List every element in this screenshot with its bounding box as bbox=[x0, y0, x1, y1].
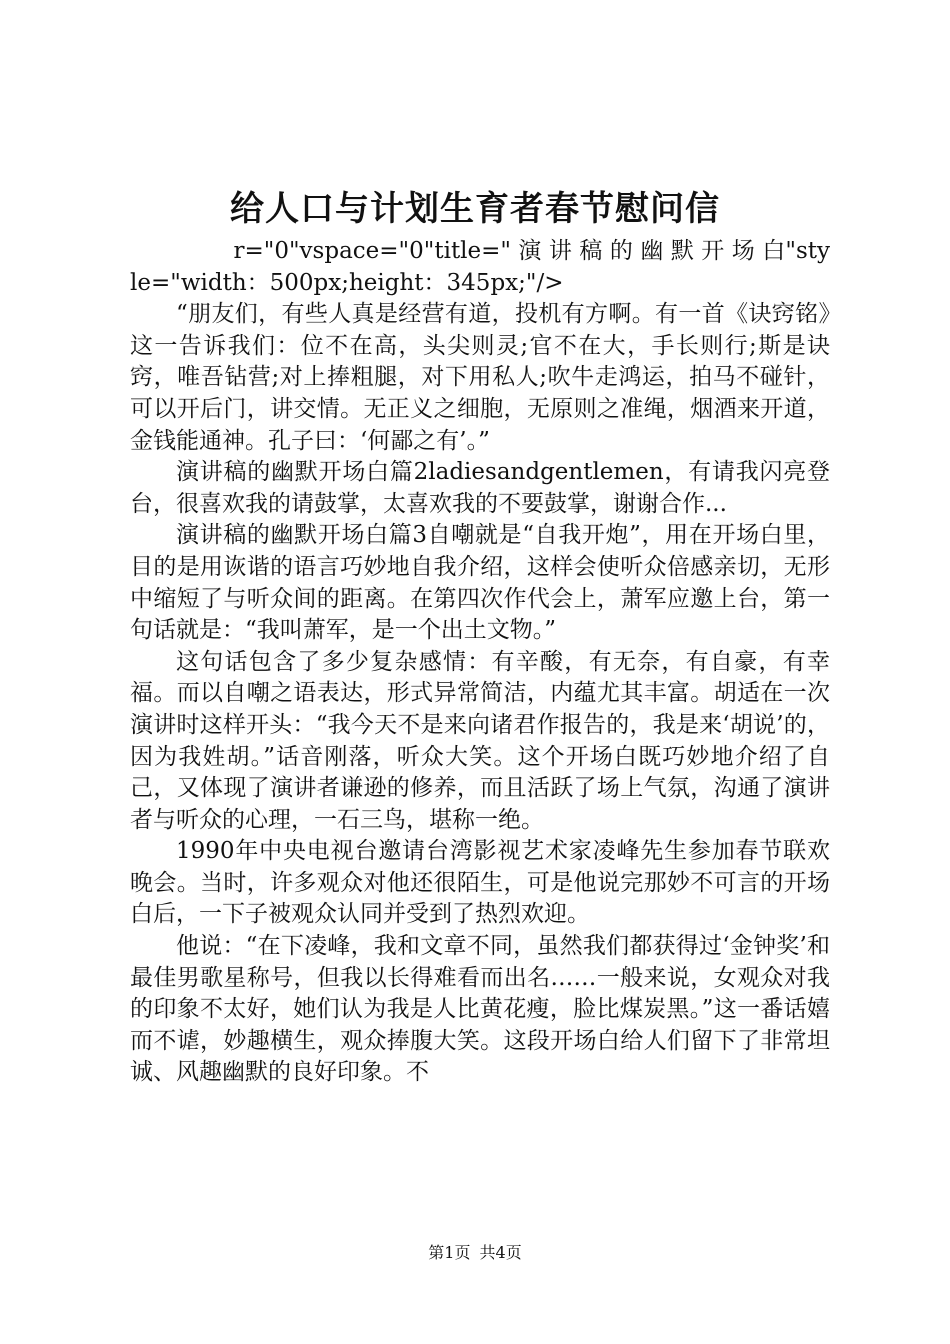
document-title: 给人口与计划生育者春节慰问信 bbox=[230, 189, 720, 229]
document-body bbox=[130, 236, 830, 1089]
paragraph-2: “朋友们，有些人真是经营有道，投机有方啊。有一首《诀窍铭》这一告诉我们：位不在高，头尖则灵;官不在大，手长则行;斯是诀窍，唯吾钻营;对上捧粗腿，对下用私人;吹牛走鸿运，拍马不碰针，可以开后门，讲交情。无正义之细胞，无原则之准绳，烟酒来开道，金钱能通神。孔子曰：‘何鄙之有’。” bbox=[130, 301, 830, 454]
paragraph-6: 1990年中央电视台邀请台湾影视艺术家凌峰先生参加春节联欢晚会。当时，许多观众对他还很陌生，可是他说完那妙不可言的开场白后，一下子被观众认同并受到了热烈欢迎。 bbox=[130, 838, 830, 928]
paragraph-4: 演讲稿的幽默开场白篇3自嘲就是“自我开炮”，用在开场白里，目的是用诙谐的语言巧妙地自我介绍，这样会使听众倍感亲切，无形中缩短了与听众间的距离。在第四次作代会上，萧军应邀上台，第一句话就是：“我叫萧军，是一个出土文物。” bbox=[130, 522, 830, 644]
paragraph-1: r="0"vspace="0"title=" 演 讲 稿 的 幽 默 开 场 白"style="width：500px;height：345px;"/> bbox=[130, 238, 830, 296]
paragraph-5: 这句话包含了多少复杂感情：有辛酸，有无奈，有自豪，有幸福。而以自嘲之语表达，形式异常简洁，内蕴尤其丰富。胡适在一次演讲时这样开头：“我今天不是来向诸君作报告的，我是来‘胡说’的，因为我姓胡。”话音刚落，听众大笑。这个开场白既巧妙地介绍了自己，又体现了演讲者谦逊的修养，而且活跃了场上气氛，沟通了演讲者与听众的心理，一石三鸟，堪称一绝。 bbox=[130, 648, 830, 833]
paragraph-7: 他说：“在下凌峰，我和文章不同，虽然我们都获得过‘金钟奖’和最佳男歌星称号，但我以长得难看而出名……一般来说，女观众对我的印象不太好，她们认为我是人比黄花瘦，脸比煤炭黑。”这一番话嬉而不谑，妙趣横生，观众捧腹大笑。这段开场白给人们留下了非常坦诚、风趣幽默的良好印象。不 bbox=[130, 933, 830, 1086]
paragraph-3: 演讲稿的幽默开场白篇2ladiesandgentlemen，有请我闪亮登台，很喜欢我的请鼓掌，太喜欢我的不要鼓掌，谢谢合作... bbox=[130, 459, 830, 517]
page-number-footer: 第1页 共4页 bbox=[428, 1243, 522, 1262]
